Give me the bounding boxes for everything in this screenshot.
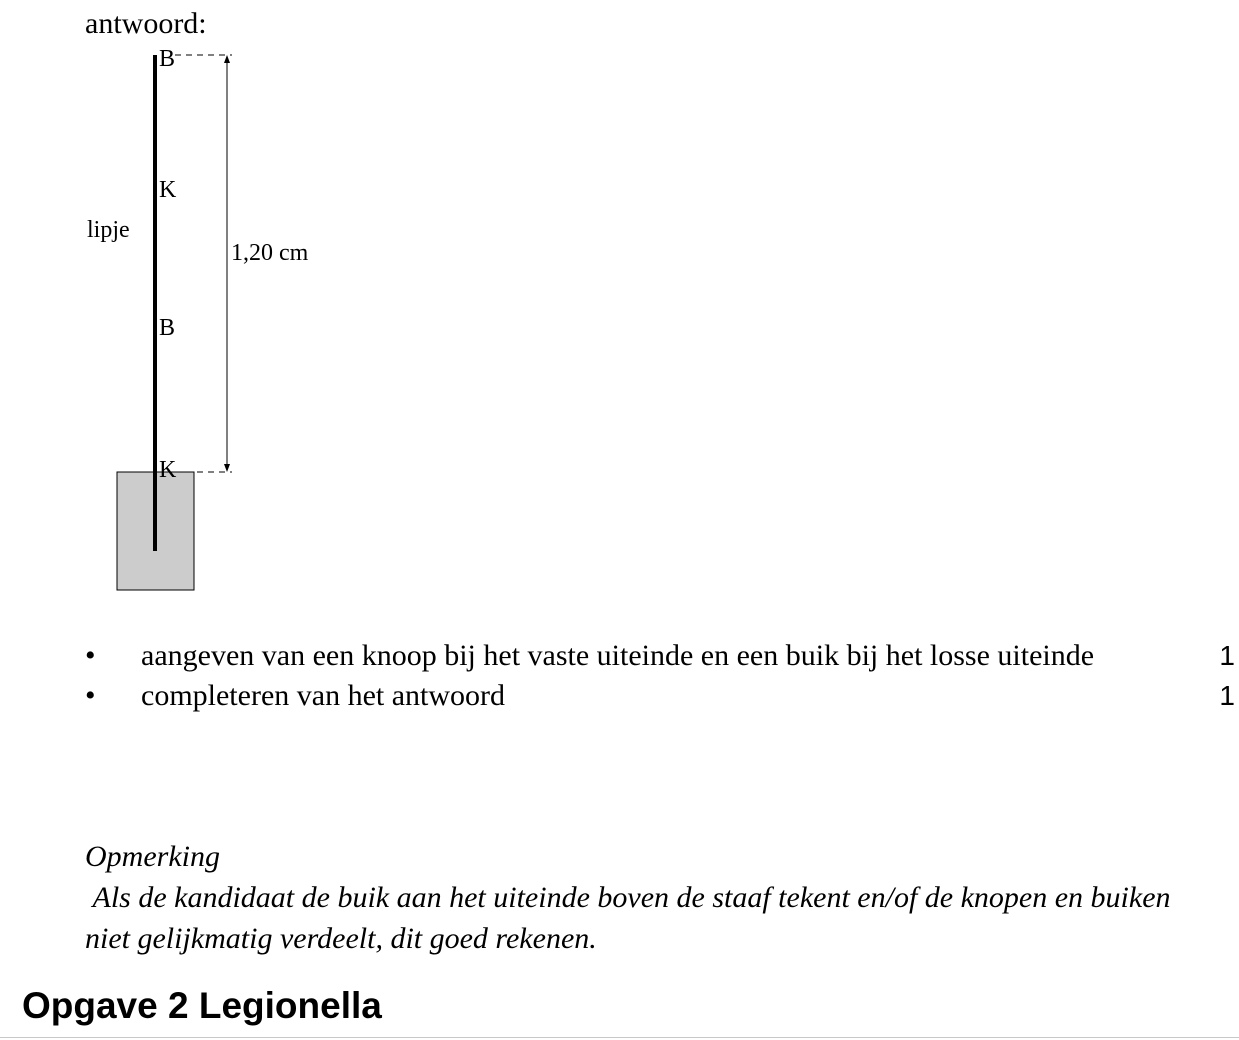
dimension-arrow-top (224, 55, 230, 63)
criterion-item (85, 636, 1235, 676)
criterion-points: 1 (1219, 680, 1235, 711)
scoring-criteria (85, 636, 1235, 716)
label-b-top: B (159, 46, 176, 72)
standing-wave-diagram (0, 0, 420, 600)
remark-heading: Opmerking (85, 840, 220, 873)
label-dimension: 1,20 cm (231, 240, 309, 266)
divider (0, 1037, 1239, 1038)
section-title: Opgave 2 Legionella (22, 985, 382, 1026)
dimension-arrow-bottom (224, 464, 230, 472)
criterion-points: 1 (1219, 640, 1235, 671)
answer-label: antwoord: (85, 7, 207, 40)
label-k-bottom: K (159, 457, 177, 483)
label-lipje: lipje (87, 217, 130, 243)
label-k-upper: K (159, 177, 177, 203)
bullet: • (85, 679, 96, 712)
remark-body: Als de kandidaat de buik aan het uiteinde boven de staaf tekent en/of de knopen en buiken niet gelijkmatig verdeelt, dit goed rekenen. (85, 881, 1179, 955)
criterion-text: completeren van het antwoord (141, 679, 506, 712)
remark (85, 836, 1185, 959)
criterion-item (85, 676, 1235, 716)
criterion-text: aangeven van een knoop bij het vaste uiteinde en een buik bij het losse uiteinde (141, 639, 1095, 672)
label-b-middle: B (159, 315, 176, 341)
bullet: • (85, 639, 96, 672)
